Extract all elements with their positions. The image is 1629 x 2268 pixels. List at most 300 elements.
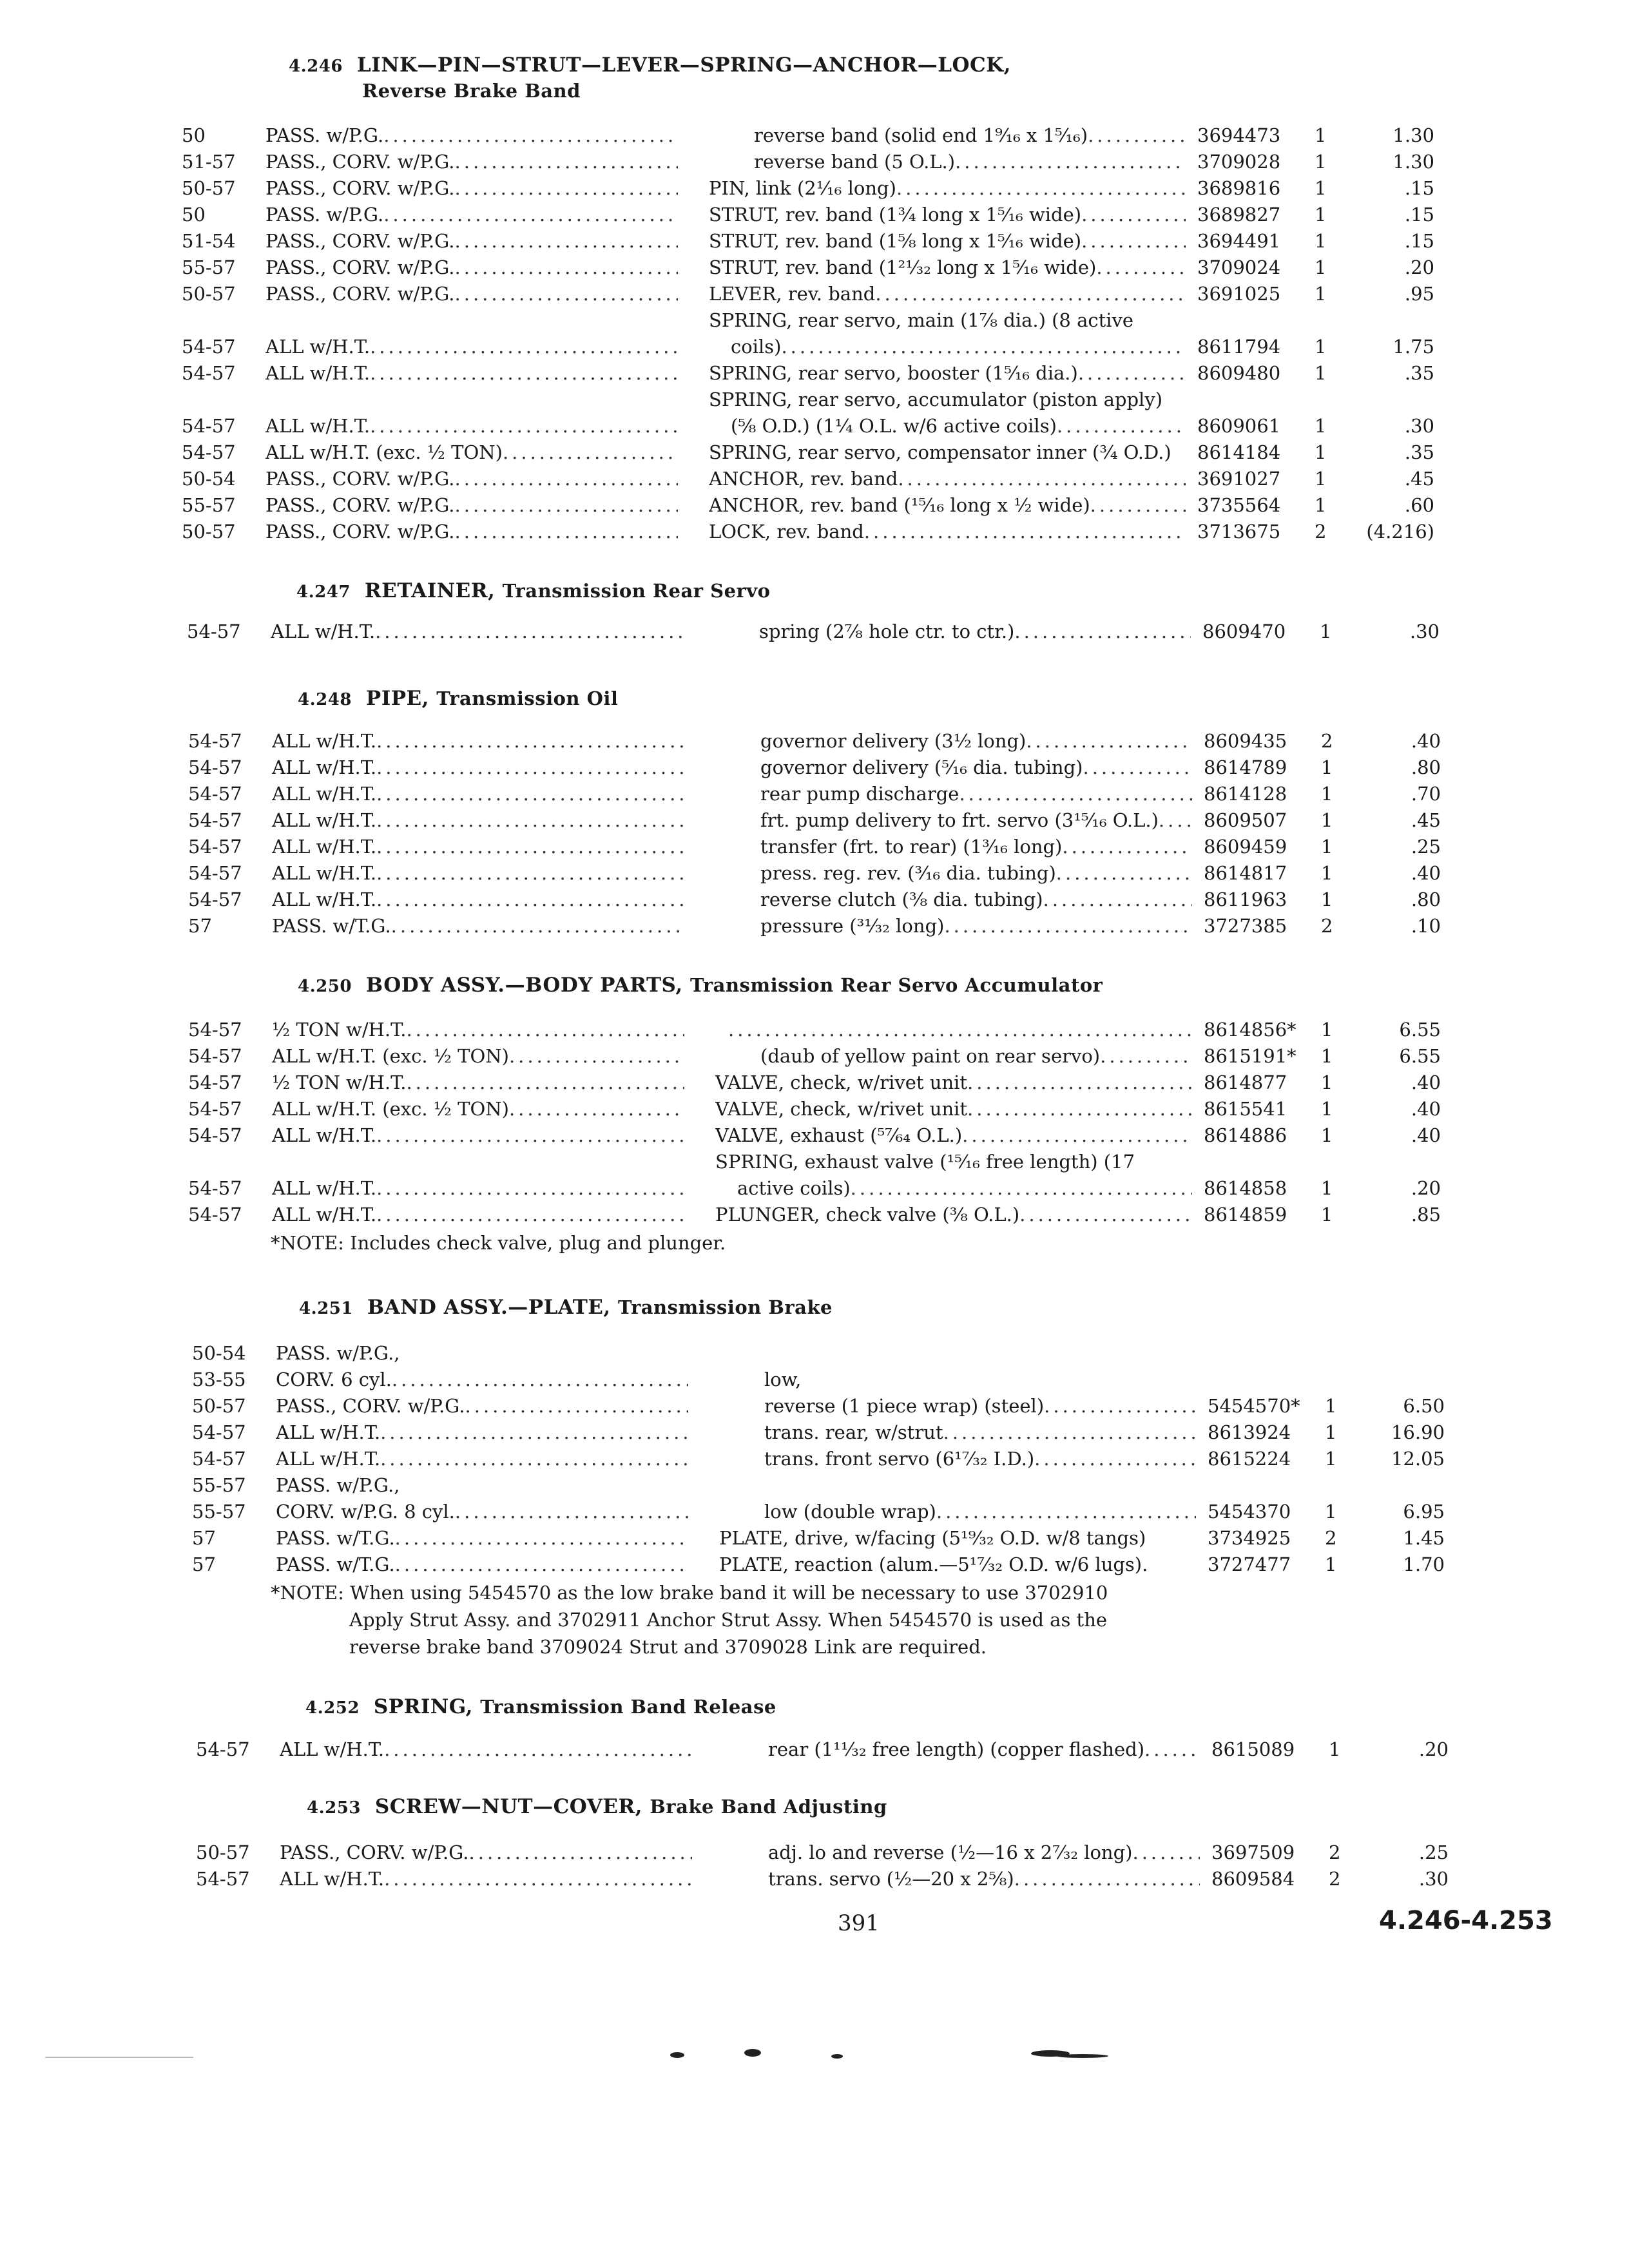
price: .20 (1404, 256, 1434, 278)
section-title: PIPE, (365, 687, 429, 710)
description-continued (737, 1175, 1192, 1202)
description-text: VALVE, exhaust (⁵⁷⁄₆₄ O.L.) (715, 1124, 963, 1146)
dot-leader (455, 175, 678, 202)
applies-to (272, 728, 684, 754)
table-row (0, 360, 1629, 387)
applies-to-text: ALL w/H.T. (280, 1868, 385, 1890)
dot-leader (728, 1017, 1192, 1043)
description-text: VALVE, check, w/rivet unit (715, 1072, 968, 1093)
section-subtitle: Transmission Oil (436, 687, 619, 709)
quantity: 1 (1321, 783, 1333, 805)
dot-leader (1057, 413, 1186, 439)
dot-leader (455, 255, 678, 281)
applies-to-text: ALL w/H.T. (280, 1738, 385, 1760)
description-text: press. reg. rev. (³⁄₁₆ dia. tubing) (760, 862, 1056, 884)
table-row (0, 1472, 1629, 1499)
dot-leader (1014, 619, 1191, 645)
applies-to (272, 913, 684, 939)
quantity: 1 (1315, 151, 1327, 173)
part-number: 3691027 (1197, 468, 1281, 490)
applies-to (272, 1096, 684, 1122)
description-text: SPRING, rear servo, compensator inner (³⁄₄ O.D.) (709, 441, 1171, 463)
part-number: 3727477 (1208, 1553, 1291, 1575)
dot-leader (1034, 1446, 1196, 1472)
table-row (0, 619, 1629, 645)
price: .95 (1404, 283, 1434, 305)
model-year: 54-57 (192, 1421, 246, 1443)
price: .35 (1404, 362, 1434, 384)
description-text: adj. lo and reverse (½—16 x 2⁷⁄₃₂ long) (768, 1841, 1133, 1863)
price: 16.90 (1391, 1421, 1445, 1443)
price: .40 (1411, 1098, 1441, 1120)
description-continued-text: (⁵⁄₈ O.D.) (1¹⁄₄ O.L. w/6 active coils) (731, 415, 1057, 437)
description (754, 149, 1186, 175)
price: 1.30 (1393, 124, 1434, 146)
applies-to (280, 1866, 692, 1892)
description: SPRING, rear servo, main (1⁷⁄₈ dia.) (8 active (709, 309, 1134, 331)
price: .20 (1418, 1738, 1449, 1760)
model-year: 54-57 (188, 836, 242, 858)
section-title: RETAINER, (364, 579, 496, 602)
description (760, 781, 1192, 807)
quantity: 1 (1315, 468, 1327, 490)
dot-leader (1144, 1736, 1200, 1763)
dot-leader (392, 1367, 688, 1393)
applies-to-text: ALL w/H.T. (272, 1124, 377, 1146)
applies-to (276, 1446, 688, 1472)
dot-leader (1014, 1866, 1200, 1892)
footnote: *NOTE: Includes check valve, plug and plunger. (271, 1232, 726, 1254)
price: 1.75 (1393, 336, 1434, 358)
description-text: PLATE, reaction (alum.—5¹⁷⁄₃₂ O.D. w/6 lugs). (719, 1553, 1148, 1575)
applies-to-text: CORV. w/P.G. 8 cyl. (276, 1501, 455, 1523)
table-row (0, 281, 1629, 307)
table-row (0, 1840, 1629, 1866)
dot-leader (455, 149, 678, 175)
dot-leader (509, 1043, 684, 1070)
part-number: 8615089 (1211, 1738, 1295, 1760)
dot-leader (851, 1175, 1192, 1202)
applies-to (272, 860, 684, 887)
price: 6.55 (1399, 1019, 1441, 1041)
applies-to (272, 1017, 684, 1043)
applies-to (272, 1122, 684, 1149)
applies-to-text: ALL w/H.T. (272, 809, 377, 831)
model-year: 50-57 (192, 1395, 246, 1417)
description-text: spring (2⁷⁄₈ hole ctr. to ctr.) (759, 620, 1015, 642)
description (715, 1096, 1192, 1122)
scan-line (45, 2057, 193, 2058)
table-row (0, 466, 1629, 492)
dot-leader (1078, 360, 1186, 387)
applies-to (276, 1552, 688, 1578)
description (760, 887, 1192, 913)
section-subtitle: Transmission Brake (618, 1296, 833, 1318)
part-number: 8609061 (1197, 415, 1281, 437)
scan-mark (670, 2052, 684, 2058)
description (764, 1446, 1196, 1472)
description-continued-text: active coils) (737, 1177, 851, 1199)
description (728, 1017, 1192, 1043)
page-number: 391 (838, 1910, 880, 1936)
applies-to-text: PASS., CORV. w/P.G. (265, 494, 455, 516)
section-header (298, 686, 618, 712)
section-subtitle: Brake Band Adjusting (650, 1796, 887, 1818)
table-row (0, 202, 1629, 228)
price: .40 (1411, 730, 1441, 752)
applies-to (265, 255, 678, 281)
dot-leader (1044, 1393, 1196, 1419)
dot-leader (967, 1096, 1192, 1122)
dot-leader (391, 913, 684, 939)
description-text: pressure (³¹⁄₃₂ long) (760, 915, 945, 937)
description-text: trans. rear, w/strut (764, 1421, 943, 1443)
applies-to (280, 1840, 692, 1866)
dot-leader (1026, 728, 1192, 754)
part-number: 8609507 (1204, 809, 1287, 831)
dot-leader (962, 1122, 1192, 1149)
section-number: 4.251 (299, 1299, 353, 1318)
applies-to (265, 413, 678, 439)
table-row (0, 122, 1629, 149)
price: .40 (1411, 1124, 1441, 1146)
description-text: low (double wrap) (764, 1501, 936, 1523)
description-text: trans. front servo (6¹⁷⁄₃₂ I.D.) (764, 1448, 1035, 1470)
price: .40 (1411, 1072, 1441, 1093)
dot-leader (1088, 122, 1186, 149)
part-number: 8613924 (1208, 1421, 1291, 1443)
model-year: 57 (192, 1527, 216, 1549)
applies-to-text: PASS., CORV. w/P.G. (265, 468, 455, 490)
description (768, 1840, 1200, 1866)
dot-leader (455, 466, 678, 492)
applies-to-text: PASS., CORV. w/P.G. (265, 177, 455, 199)
section-header (298, 973, 1103, 999)
applies-to (265, 175, 678, 202)
description-text: (daub of yellow paint on rear servo) (760, 1045, 1101, 1067)
section-header (305, 1695, 776, 1720)
dot-leader (406, 1017, 684, 1043)
applies-to (272, 1175, 684, 1202)
description-text: STRUT, rev. band (1⁵⁄₈ long x 1⁵⁄₁₆ wide) (709, 230, 1082, 252)
part-number: 3689827 (1197, 204, 1281, 226)
part-number: 8611794 (1197, 336, 1281, 358)
description-text: reverse band (5 O.L.) (754, 151, 956, 173)
description-text: ANCHOR, rev. band (709, 468, 898, 490)
part-number: 3727385 (1204, 915, 1287, 937)
model-year: 54-57 (188, 1072, 242, 1093)
dot-leader (1083, 754, 1192, 781)
price: .15 (1404, 204, 1434, 226)
description (768, 1736, 1200, 1763)
section-subtitle: Transmission Rear Servo (502, 580, 771, 602)
price: .70 (1411, 783, 1441, 805)
model-year: 57 (188, 915, 212, 937)
dot-leader (384, 1736, 692, 1763)
model-year: 54-57 (182, 441, 236, 463)
description-text: LOCK, rev. band (709, 521, 864, 543)
description (709, 202, 1186, 228)
part-number: 3697509 (1211, 1841, 1295, 1863)
dot-leader (1090, 492, 1186, 519)
dot-leader (864, 519, 1186, 545)
quantity: 1 (1320, 620, 1332, 642)
applies-to (272, 781, 684, 807)
section-number: 4.246 (289, 57, 343, 76)
model-year: 54-57 (182, 362, 236, 384)
dot-leader (375, 619, 683, 645)
price: 6.95 (1403, 1501, 1445, 1523)
model-year: 54-57 (188, 889, 242, 910)
description (709, 175, 1186, 202)
applies-to (265, 439, 678, 466)
description (719, 1552, 1196, 1578)
applies-to-text: PASS., CORV. w/P.G. (265, 230, 455, 252)
dot-leader (1043, 887, 1192, 913)
dot-leader (380, 1446, 688, 1472)
quantity: 1 (1321, 1204, 1333, 1225)
table-row (0, 754, 1629, 781)
model-year: 54-57 (182, 415, 236, 437)
dot-leader (376, 834, 684, 860)
applies-to (276, 1525, 688, 1552)
quantity: 1 (1321, 1177, 1333, 1199)
table-row (0, 781, 1629, 807)
quantity: 2 (1329, 1841, 1341, 1863)
applies-to-text: PASS. w/P.G. (265, 124, 384, 146)
applies-to-text: CORV. 6 cyl. (276, 1369, 392, 1390)
table-row (0, 149, 1629, 175)
applies-to-text: ALL w/H.T. (exc. ½ TON) (265, 441, 503, 463)
model-year: 54-57 (188, 1045, 242, 1067)
section-number: 4.253 (307, 1798, 361, 1818)
applies-to (265, 122, 678, 149)
description (715, 1070, 1192, 1096)
applies-to-text: ½ TON w/H.T. (272, 1072, 407, 1093)
dot-leader (383, 122, 678, 149)
quantity: 1 (1321, 1124, 1333, 1146)
applies-to (265, 492, 678, 519)
description (760, 754, 1192, 781)
description-text: PLUNGER, check valve (³⁄₈ O.L.) (715, 1204, 1020, 1225)
price: .45 (1404, 468, 1434, 490)
table-row (0, 860, 1629, 887)
section-number: 4.252 (305, 1698, 360, 1718)
model-year: 55-57 (192, 1501, 246, 1523)
part-number: 8614858 (1204, 1177, 1287, 1199)
table-row (0, 1122, 1629, 1149)
description-text: STRUT, rev. band (1²¹⁄₃₂ long x 1⁵⁄₁₆ wide) (709, 256, 1097, 278)
model-year: 54-57 (188, 730, 242, 752)
model-year: 50-57 (196, 1841, 250, 1863)
description (715, 1122, 1192, 1149)
scan-mark (744, 2049, 761, 2057)
part-number: 8615191* (1204, 1045, 1296, 1067)
model-year: 54-57 (188, 1124, 242, 1146)
section-header (296, 579, 771, 604)
table-row (0, 1096, 1629, 1122)
price: .80 (1411, 756, 1441, 778)
section-range: 4.246-4.253 (1379, 1906, 1553, 1936)
dot-leader (376, 754, 684, 781)
part-number: 8614886 (1204, 1124, 1287, 1146)
description (764, 1367, 1196, 1393)
dot-leader (1132, 1840, 1200, 1866)
description-continued (731, 334, 1186, 360)
part-number: 8614817 (1204, 862, 1287, 884)
description (760, 728, 1192, 754)
model-year: 50-54 (182, 468, 236, 490)
model-year: 50-54 (192, 1342, 246, 1364)
description (709, 519, 1186, 545)
section-title: BAND ASSY.—PLATE, (367, 1296, 611, 1319)
footnote-line: Apply Strut Assy. and 3702911 Anchor Strut Assy. When 5454570 is used as the (349, 1609, 1108, 1631)
quantity: 1 (1315, 336, 1327, 358)
quantity: 1 (1315, 124, 1327, 146)
quantity: 1 (1321, 1045, 1333, 1067)
price: .15 (1404, 177, 1434, 199)
section-header (299, 1295, 833, 1321)
price: (4.216) (1366, 521, 1434, 543)
table-row (0, 1446, 1629, 1472)
description (764, 1499, 1196, 1525)
dot-leader (503, 439, 678, 466)
description-text: ANCHOR, rev. band (¹⁵⁄₁₆ long x ½ wide) (709, 494, 1090, 516)
model-year: 54-57 (188, 1204, 242, 1225)
price: .60 (1404, 494, 1434, 516)
applies-to-text: PASS. w/T.G. (276, 1553, 395, 1575)
section-subtitle: Transmission Rear Servo Accumulator (689, 974, 1103, 996)
description-text: PLATE, drive, w/facing (5¹⁹⁄₃₂ O.D. w/8 tangs) (719, 1527, 1146, 1549)
table-row (0, 1202, 1629, 1228)
applies-to-text: PASS., CORV. w/P.G. (280, 1841, 469, 1863)
model-year: 50 (182, 124, 206, 146)
part-number: 8615541 (1204, 1098, 1287, 1120)
applies-to-text: ALL w/H.T. (exc. ½ TON) (272, 1098, 509, 1120)
description-text: reverse band (solid end 1⁹⁄₁₆ x 1⁵⁄₁₆) (754, 124, 1088, 146)
description-text: rear (1¹¹⁄₃₂ free length) (copper flashed) (768, 1738, 1145, 1760)
table-row (0, 228, 1629, 255)
applies-to-text: ALL w/H.T. (272, 836, 377, 858)
applies-to-text: PASS. w/P.G. (265, 204, 384, 226)
quantity: 1 (1315, 204, 1327, 226)
part-number: 8614856* (1204, 1019, 1296, 1041)
table-row (0, 1149, 1629, 1202)
dot-leader (406, 1070, 684, 1096)
quantity: 2 (1321, 915, 1333, 937)
table-row (0, 492, 1629, 519)
applies-to (276, 1367, 688, 1393)
dot-leader (936, 1499, 1196, 1525)
model-year: 54-57 (188, 783, 242, 805)
model-year: 51-57 (182, 151, 236, 173)
table-row (0, 728, 1629, 754)
price: .15 (1404, 230, 1434, 252)
table-row (0, 255, 1629, 281)
applies-to-text: PASS. w/T.G. (276, 1527, 395, 1549)
quantity: 1 (1321, 756, 1333, 778)
model-year: 54-57 (182, 336, 236, 358)
price: .80 (1411, 889, 1441, 910)
model-year: 54-57 (196, 1738, 250, 1760)
model-year: 54-57 (188, 1098, 242, 1120)
dot-leader (1081, 202, 1186, 228)
applies-to-text: ALL w/H.T. (272, 1204, 377, 1225)
quantity: 1 (1321, 1072, 1333, 1093)
applies-to (280, 1736, 692, 1763)
dot-leader (455, 1499, 688, 1525)
section-title: BODY ASSY.—BODY PARTS, (365, 974, 683, 997)
dot-leader (376, 781, 684, 807)
dot-leader (376, 1202, 684, 1228)
model-year: 51-54 (182, 230, 236, 252)
section-subtitle: Transmission Band Release (480, 1696, 776, 1718)
part-number: 8609470 (1202, 620, 1286, 642)
quantity: 1 (1329, 1738, 1341, 1760)
description: SPRING, exhaust valve (¹⁵⁄₁₆ free length) (17 (715, 1151, 1135, 1173)
table-row (0, 1525, 1629, 1552)
applies-to (272, 1070, 684, 1096)
part-number: 3694491 (1197, 230, 1281, 252)
footnote (271, 1579, 1108, 1660)
applies-to (265, 360, 678, 387)
dot-leader (376, 807, 684, 834)
section-title: SCREW—NUT—COVER, (374, 1795, 642, 1818)
footnote-line: *NOTE: When using 5454570 as the low brake band it will be necessary to use 3702910 (271, 1582, 1108, 1604)
price: 6.55 (1399, 1045, 1441, 1067)
description (760, 1043, 1192, 1070)
price: 1.70 (1403, 1553, 1445, 1575)
description (709, 492, 1186, 519)
table-row (0, 439, 1629, 466)
table-row (0, 1419, 1629, 1446)
quantity: 1 (1325, 1553, 1337, 1575)
description (709, 255, 1186, 281)
applies-to (265, 519, 678, 545)
applies-to (265, 202, 678, 228)
dot-leader (376, 1175, 684, 1202)
model-year: 54-57 (188, 1019, 242, 1041)
table-row (0, 1043, 1629, 1070)
description (768, 1866, 1200, 1892)
quantity: 1 (1325, 1501, 1337, 1523)
table-row (0, 307, 1629, 360)
description-text: transfer (frt. to rear) (1³⁄₁₆ long) (760, 836, 1063, 858)
dot-leader (944, 913, 1192, 939)
description-cont (709, 334, 1186, 360)
part-number: 8609584 (1211, 1868, 1295, 1890)
part-number: 3709024 (1197, 256, 1281, 278)
table-row (0, 1499, 1629, 1525)
part-number: 3709028 (1197, 151, 1281, 173)
dot-leader (383, 202, 678, 228)
price: .30 (1404, 415, 1434, 437)
description: SPRING, rear servo, accumulator (piston apply) (709, 389, 1163, 410)
description-text: PIN, link (2¹⁄₁₆ long) (709, 177, 896, 199)
quantity: 1 (1315, 177, 1327, 199)
applies-to (271, 619, 683, 645)
model-year: 54-57 (192, 1448, 246, 1470)
description-text: SPRING, rear servo, booster (1⁵⁄₁₆ dia.) (709, 362, 1078, 384)
applies-to (265, 466, 678, 492)
applies-to (265, 281, 678, 307)
model-year: 55-57 (182, 494, 236, 516)
dot-leader (465, 1393, 688, 1419)
part-number: 8614789 (1204, 756, 1287, 778)
model-year: 55-57 (182, 256, 236, 278)
dot-leader (376, 1122, 684, 1149)
description-text: LEVER, rev. band (709, 283, 876, 305)
